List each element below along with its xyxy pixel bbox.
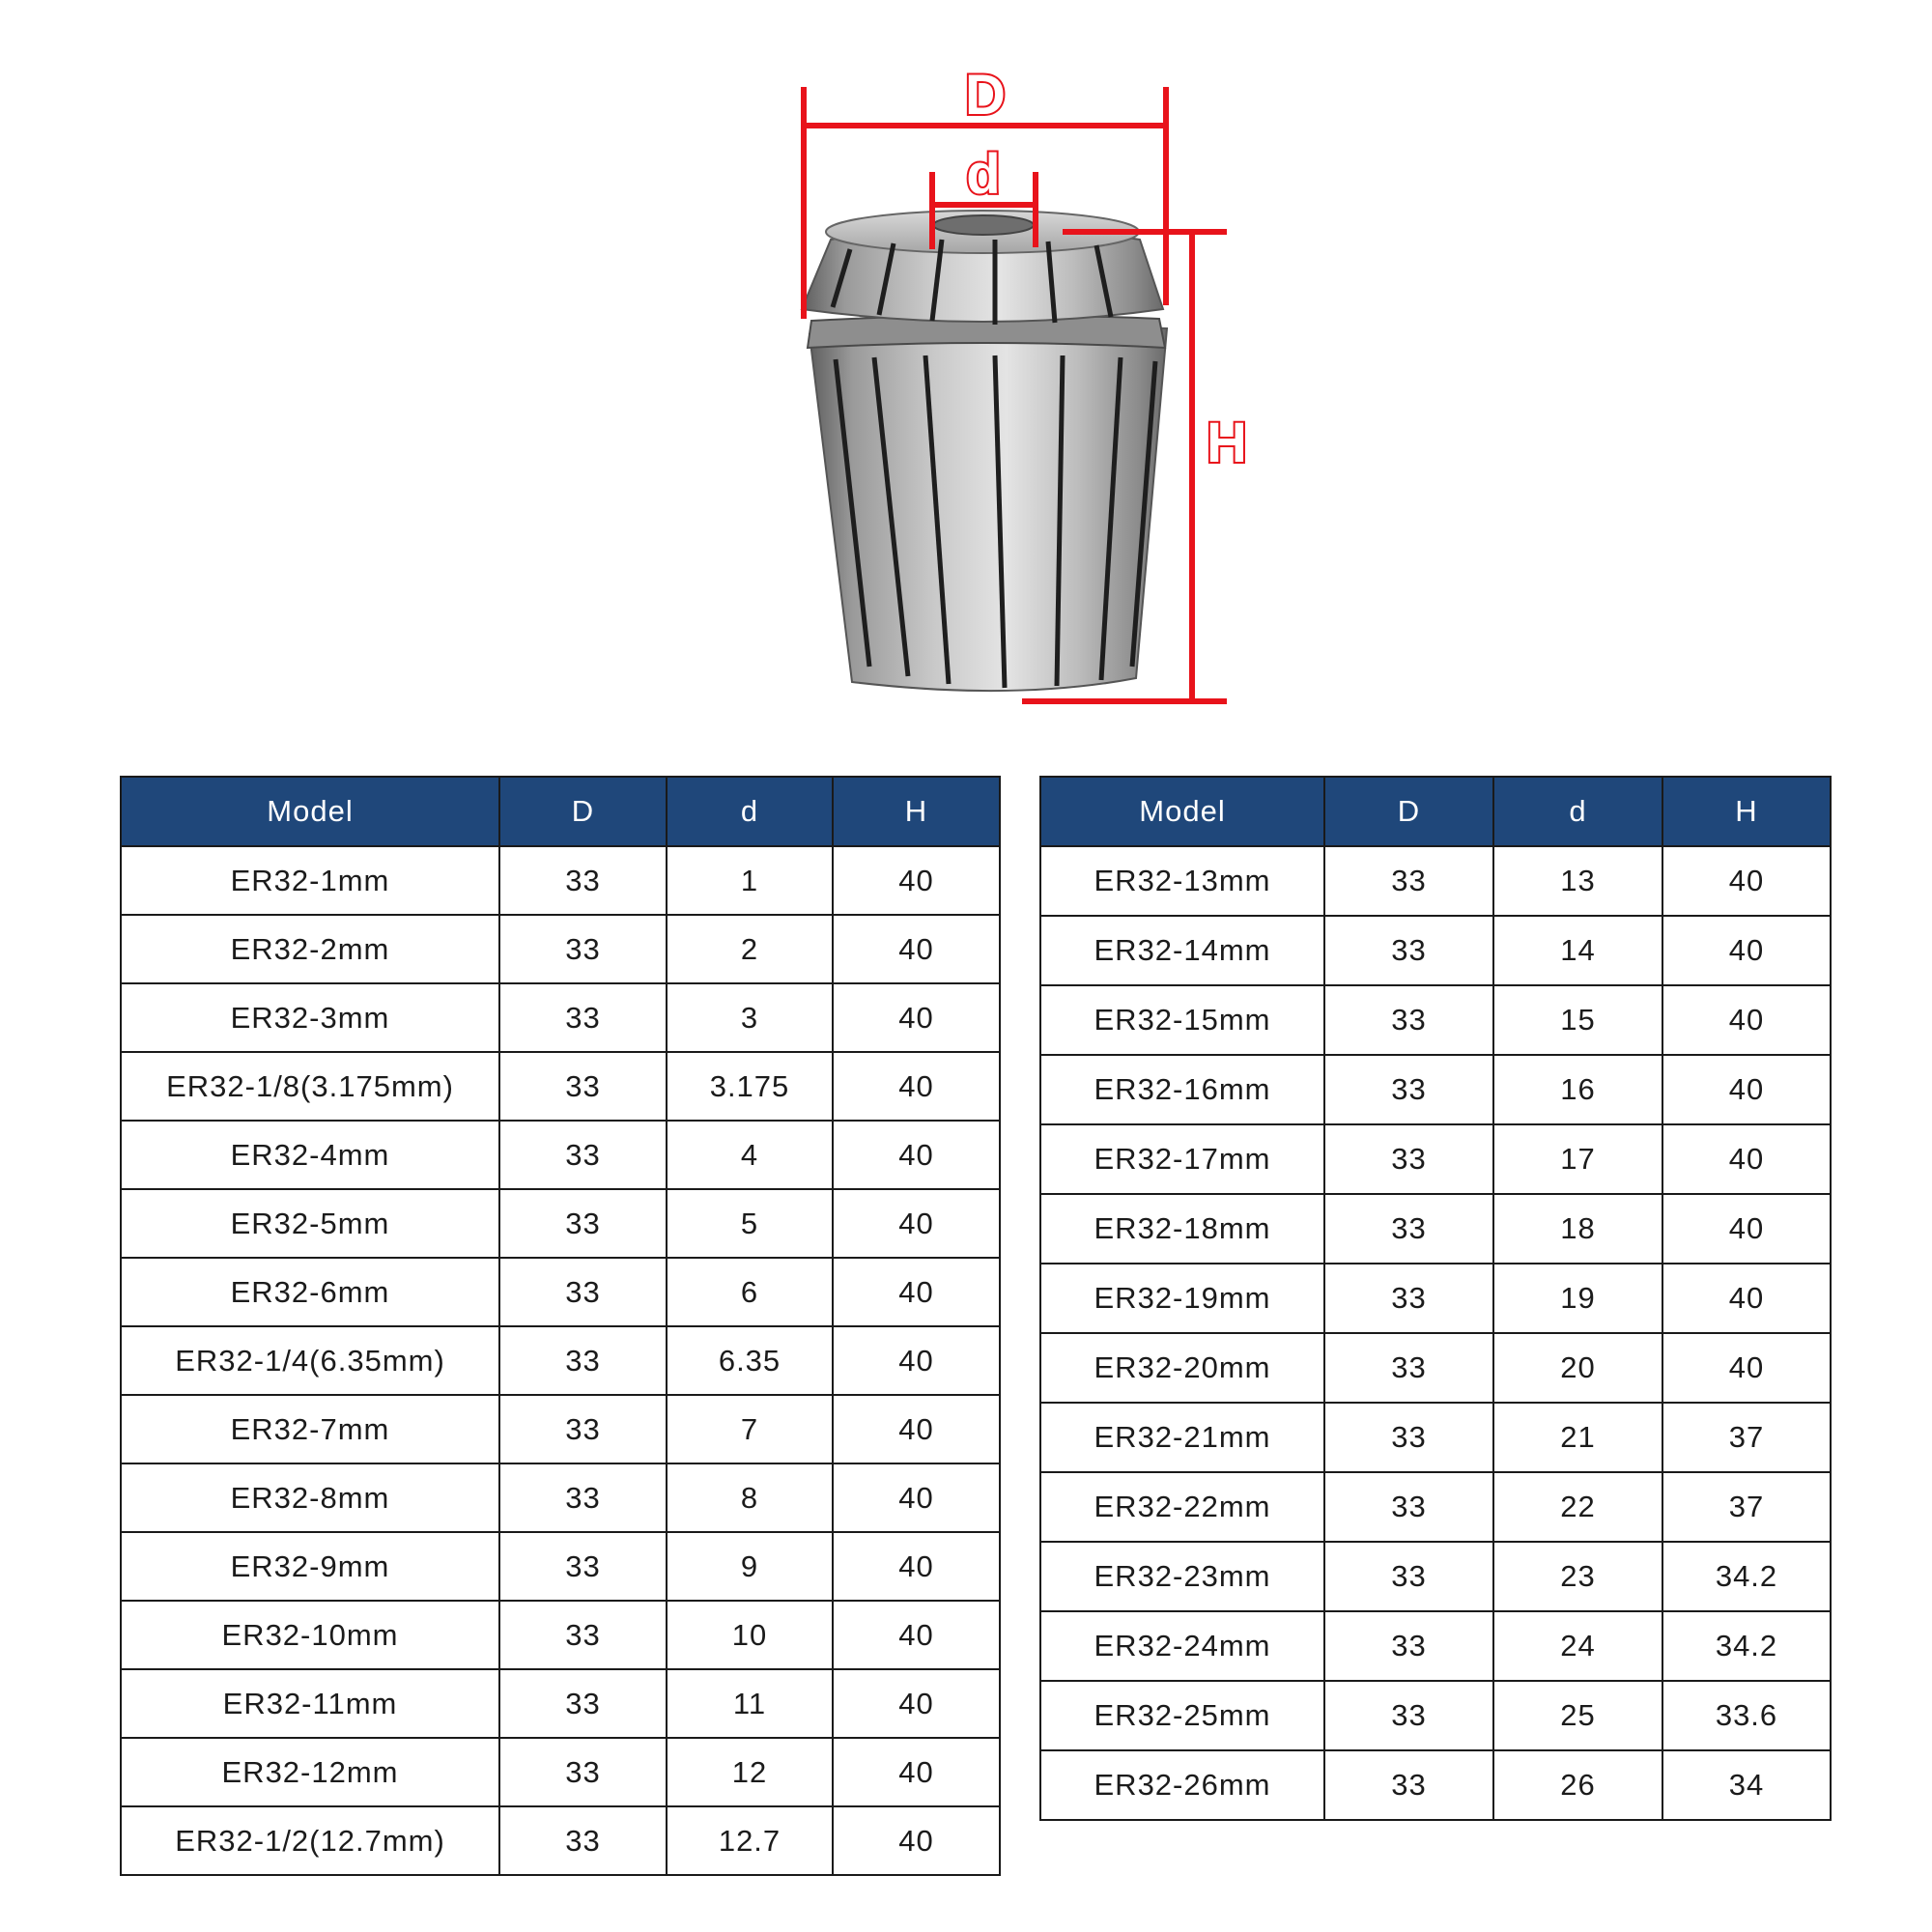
- outer-diameter-cell: 33: [1324, 1333, 1493, 1403]
- height-cell: 40: [833, 1189, 1000, 1258]
- bore-diameter-cell: 20: [1493, 1333, 1662, 1403]
- bore-diameter-cell: 8: [667, 1463, 833, 1532]
- outer-diameter-cell: 33: [499, 846, 667, 915]
- table-row: [1040, 916, 1831, 985]
- outer-diameter-cell: 33: [1324, 916, 1493, 985]
- bore-diameter-cell: 16: [1493, 1055, 1662, 1124]
- outer-diameter-cell: 33: [499, 1463, 667, 1532]
- model-cell: ER32-1/4(6.35mm): [121, 1326, 499, 1395]
- column-header-D: D: [1324, 777, 1493, 846]
- bore-diameter-cell: 15: [1493, 985, 1662, 1055]
- bore-diameter-cell: 13: [1493, 846, 1662, 916]
- bore-diameter-cell: 12.7: [667, 1806, 833, 1875]
- column-header-d: d: [667, 777, 833, 846]
- label-H: H: [1207, 412, 1247, 474]
- bore-diameter-cell: 26: [1493, 1750, 1662, 1820]
- bore-diameter-cell: 18: [1493, 1194, 1662, 1264]
- outer-diameter-cell: 33: [499, 1738, 667, 1806]
- bore-diameter-cell: 25: [1493, 1681, 1662, 1750]
- table-row: [121, 1189, 1000, 1258]
- outer-diameter-cell: 33: [1324, 1542, 1493, 1611]
- height-cell: 40: [1662, 916, 1831, 985]
- bore-diameter-cell: 11: [667, 1669, 833, 1738]
- bore-diameter-cell: 19: [1493, 1264, 1662, 1333]
- table-row: [1040, 1611, 1831, 1681]
- bore-diameter-cell: 4: [667, 1121, 833, 1189]
- height-cell: 40: [833, 1463, 1000, 1532]
- model-cell: ER32-22mm: [1040, 1472, 1324, 1542]
- table-row: [1040, 1403, 1831, 1472]
- outer-diameter-cell: 33: [499, 1258, 667, 1326]
- table-row: [121, 1395, 1000, 1463]
- column-header-model: Model: [1040, 777, 1324, 846]
- bore-diameter-cell: 1: [667, 846, 833, 915]
- collet-dimension-diagram: [0, 0, 1932, 734]
- height-cell: 40: [1662, 1055, 1831, 1124]
- model-cell: ER32-26mm: [1040, 1750, 1324, 1820]
- height-cell: 40: [833, 1806, 1000, 1875]
- table-row: [121, 983, 1000, 1052]
- column-header-model: Model: [121, 777, 499, 846]
- height-cell: 40: [833, 1738, 1000, 1806]
- height-cell: 34: [1662, 1750, 1831, 1820]
- bore-diameter-cell: 17: [1493, 1124, 1662, 1194]
- outer-diameter-cell: 33: [499, 1532, 667, 1601]
- height-cell: 40: [833, 1121, 1000, 1189]
- table-row: [1040, 1542, 1831, 1611]
- outer-diameter-cell: 33: [1324, 1681, 1493, 1750]
- bore-diameter-cell: 6.35: [667, 1326, 833, 1395]
- outer-diameter-cell: 33: [1324, 1055, 1493, 1124]
- height-cell: 40: [1662, 1194, 1831, 1264]
- model-cell: ER32-24mm: [1040, 1611, 1324, 1681]
- outer-diameter-cell: 33: [499, 1052, 667, 1121]
- label-D: D: [965, 64, 1006, 127]
- bore-diameter-cell: 24: [1493, 1611, 1662, 1681]
- table-row: [1040, 1124, 1831, 1194]
- bore-diameter-cell: 9: [667, 1532, 833, 1601]
- outer-diameter-cell: 33: [1324, 1124, 1493, 1194]
- model-cell: ER32-25mm: [1040, 1681, 1324, 1750]
- outer-diameter-cell: 33: [1324, 1472, 1493, 1542]
- table-row: [121, 1669, 1000, 1738]
- table-row: [121, 1738, 1000, 1806]
- spec-table-left: [120, 776, 1001, 1876]
- model-cell: ER32-21mm: [1040, 1403, 1324, 1472]
- bore-diameter-cell: 5: [667, 1189, 833, 1258]
- outer-diameter-cell: 33: [499, 1669, 667, 1738]
- model-cell: ER32-7mm: [121, 1395, 499, 1463]
- height-cell: 37: [1662, 1472, 1831, 1542]
- table-row: [1040, 1264, 1831, 1333]
- table-row: [121, 1601, 1000, 1669]
- bore-diameter-cell: 21: [1493, 1403, 1662, 1472]
- model-cell: ER32-18mm: [1040, 1194, 1324, 1264]
- outer-diameter-cell: 33: [499, 915, 667, 983]
- model-cell: ER32-12mm: [121, 1738, 499, 1806]
- model-cell: ER32-11mm: [121, 1669, 499, 1738]
- height-cell: 40: [833, 983, 1000, 1052]
- label-d: d: [966, 143, 1001, 206]
- outer-diameter-cell: 33: [499, 1601, 667, 1669]
- bore-diameter-cell: 6: [667, 1258, 833, 1326]
- table-row: [121, 1052, 1000, 1121]
- table-row: [121, 846, 1000, 915]
- height-cell: 34.2: [1662, 1542, 1831, 1611]
- column-header-H: H: [1662, 777, 1831, 846]
- model-cell: ER32-19mm: [1040, 1264, 1324, 1333]
- height-cell: 33.6: [1662, 1681, 1831, 1750]
- table-row: [1040, 1472, 1831, 1542]
- model-cell: ER32-1/8(3.175mm): [121, 1052, 499, 1121]
- model-cell: ER32-17mm: [1040, 1124, 1324, 1194]
- bore-diameter-cell: 10: [667, 1601, 833, 1669]
- height-cell: 40: [1662, 1264, 1831, 1333]
- bore-diameter-cell: 3.175: [667, 1052, 833, 1121]
- outer-diameter-cell: 33: [499, 1395, 667, 1463]
- model-cell: ER32-3mm: [121, 983, 499, 1052]
- model-cell: ER32-1/2(12.7mm): [121, 1806, 499, 1875]
- bore-diameter-cell: 12: [667, 1738, 833, 1806]
- height-cell: 40: [833, 1601, 1000, 1669]
- table-row: [1040, 1750, 1831, 1820]
- model-cell: ER32-15mm: [1040, 985, 1324, 1055]
- table-row: [121, 1121, 1000, 1189]
- height-cell: 40: [1662, 1333, 1831, 1403]
- table-header-row: [1040, 777, 1831, 846]
- model-cell: ER32-5mm: [121, 1189, 499, 1258]
- outer-diameter-cell: 33: [499, 1189, 667, 1258]
- column-header-D: D: [499, 777, 667, 846]
- height-cell: 40: [833, 846, 1000, 915]
- height-cell: 40: [1662, 1124, 1831, 1194]
- table-row: [121, 1326, 1000, 1395]
- column-header-d: d: [1493, 777, 1662, 846]
- model-cell: ER32-6mm: [121, 1258, 499, 1326]
- table-row: [1040, 846, 1831, 916]
- bore-diameter-cell: 14: [1493, 916, 1662, 985]
- table-row: [121, 915, 1000, 983]
- table-row: [121, 1258, 1000, 1326]
- model-cell: ER32-14mm: [1040, 916, 1324, 985]
- height-cell: 40: [833, 1669, 1000, 1738]
- outer-diameter-cell: 33: [1324, 1750, 1493, 1820]
- height-cell: 40: [833, 1326, 1000, 1395]
- outer-diameter-cell: 33: [1324, 1194, 1493, 1264]
- outer-diameter-cell: 33: [1324, 1264, 1493, 1333]
- outer-diameter-cell: 33: [499, 1326, 667, 1395]
- model-cell: ER32-2mm: [121, 915, 499, 983]
- table-row: [121, 1532, 1000, 1601]
- spec-table-right: [1039, 776, 1832, 1821]
- bore-diameter-cell: 23: [1493, 1542, 1662, 1611]
- table-row: [121, 1806, 1000, 1875]
- height-cell: 40: [833, 1532, 1000, 1601]
- table-row: [121, 1463, 1000, 1532]
- model-cell: ER32-1mm: [121, 846, 499, 915]
- bore-diameter-cell: 22: [1493, 1472, 1662, 1542]
- model-cell: ER32-20mm: [1040, 1333, 1324, 1403]
- table-row: [1040, 1055, 1831, 1124]
- table-row: [1040, 1333, 1831, 1403]
- height-cell: 37: [1662, 1403, 1831, 1472]
- model-cell: ER32-13mm: [1040, 846, 1324, 916]
- model-cell: ER32-23mm: [1040, 1542, 1324, 1611]
- bore-diameter-cell: 7: [667, 1395, 833, 1463]
- table-row: [1040, 1681, 1831, 1750]
- outer-diameter-cell: 33: [499, 983, 667, 1052]
- model-cell: ER32-10mm: [121, 1601, 499, 1669]
- height-cell: 34.2: [1662, 1611, 1831, 1681]
- outer-diameter-cell: 33: [1324, 1403, 1493, 1472]
- table-row: [1040, 1194, 1831, 1264]
- height-cell: 40: [833, 1052, 1000, 1121]
- height-cell: 40: [1662, 846, 1831, 916]
- outer-diameter-cell: 33: [1324, 846, 1493, 916]
- outer-diameter-cell: 33: [499, 1806, 667, 1875]
- model-cell: ER32-16mm: [1040, 1055, 1324, 1124]
- table-row: [1040, 985, 1831, 1055]
- table-header-row: [121, 777, 1000, 846]
- height-cell: 40: [833, 1395, 1000, 1463]
- bore-diameter-cell: 3: [667, 983, 833, 1052]
- bore-diameter-cell: 2: [667, 915, 833, 983]
- outer-diameter-cell: 33: [1324, 1611, 1493, 1681]
- model-cell: ER32-9mm: [121, 1532, 499, 1601]
- outer-diameter-cell: 33: [1324, 985, 1493, 1055]
- column-header-H: H: [833, 777, 1000, 846]
- model-cell: ER32-4mm: [121, 1121, 499, 1189]
- height-cell: 40: [833, 1258, 1000, 1326]
- model-cell: ER32-8mm: [121, 1463, 499, 1532]
- outer-diameter-cell: 33: [499, 1121, 667, 1189]
- collet-image: [802, 211, 1167, 691]
- height-cell: 40: [1662, 985, 1831, 1055]
- height-cell: 40: [833, 915, 1000, 983]
